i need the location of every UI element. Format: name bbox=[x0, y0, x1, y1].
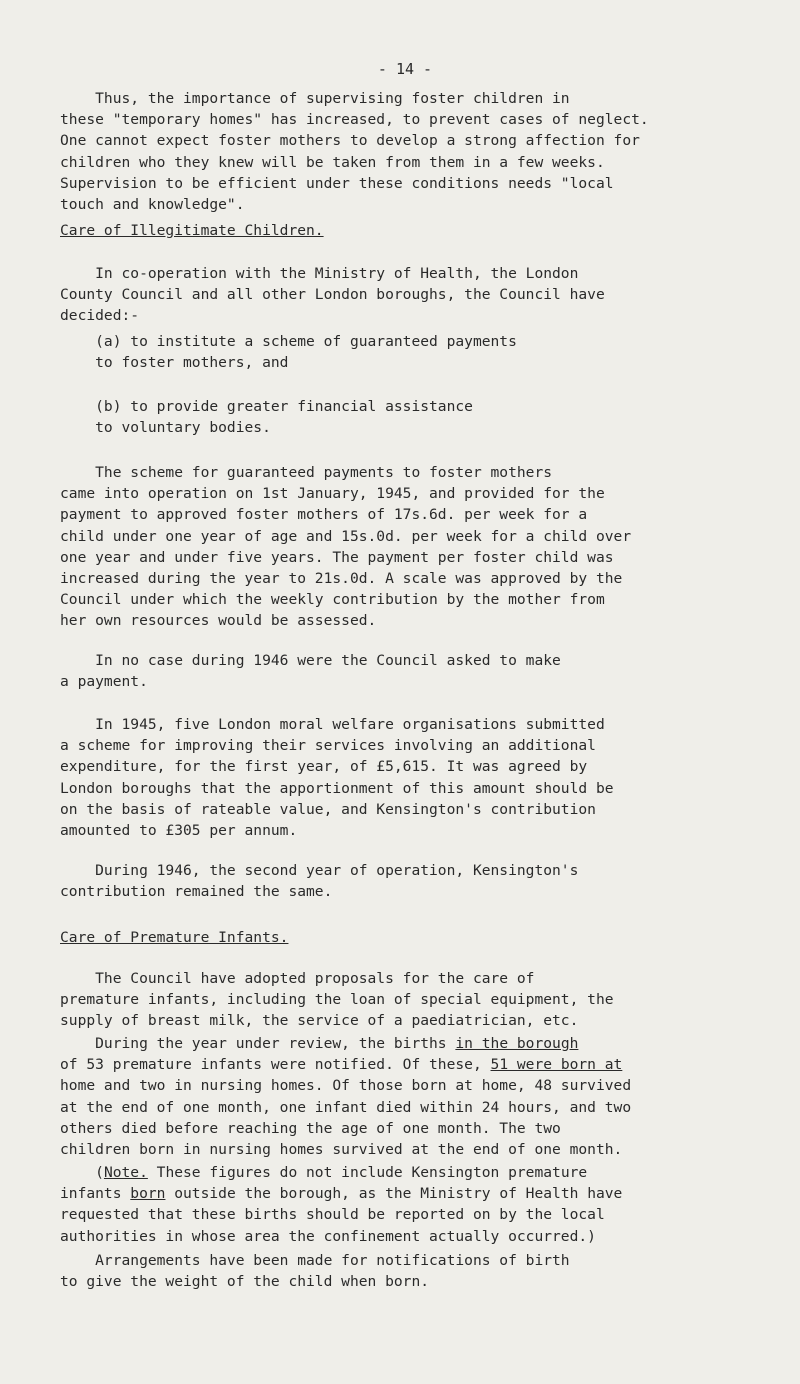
paragraph-birth-weight: Arrangements have been made for notifications of birth to give the weight of the child when born. bbox=[60, 1252, 570, 1291]
paragraph-council-proposals: The Council have adopted proposals for the care of premature infants, including the loan of special equipment, the supply of breast milk, the service of a paediatrician, etc. bbox=[60, 970, 614, 1030]
paragraph-guaranteed-payments: The scheme for guaranteed payments to foster mothers came into operation on 1st January, 1945, and provided for the payment to approved foster mothers of 17s.6d. per week for a child under one year of age and 15s.0d. per week for a child over one year and under five years. The payment per foster child was increased during the year to 21s.0d. A scale was approved by the Council under which the weekly contribution by the mother from her own resources would be assessed. bbox=[60, 464, 632, 630]
page-number: - 14 - bbox=[377, 60, 433, 78]
paragraph-births-statistics: During the year under review, the births in the borough of 53 premature infants were notified. Of these, 51 were born at home and two in nursing homes. Of those born at home, 48 survived at the end of one month, one infant died within 24 hours, and two others died before reaching the age of one month. The two children born in nursing homes survived at the end of one month. bbox=[60, 1035, 632, 1159]
paragraph-welfare-organisations: In 1945, five London moral welfare organisations submitted a scheme for improving their services involving an additional expenditure, for the first year, of £5,615. It was agreed by London boroughs that the apportionment of this amount should be on the basis of rateable value, and Kensington's contribution amounted to £305 per annum. bbox=[60, 716, 614, 840]
paragraph-second-year: During 1946, the second year of operation, Kensington's contribution remained the same. bbox=[60, 862, 579, 901]
heading-premature-infants: Care of Premature Infants. bbox=[60, 929, 289, 946]
list-item-b: (b) to provide greater financial assistance to voluntary bodies. bbox=[95, 398, 473, 437]
paragraph-no-payment: In no case during 1946 were the Council asked to make a payment. bbox=[60, 652, 561, 691]
paragraph-note: (Note. These figures do not include Kensington premature infants born outside the borough, as the Ministry of Health have requested that these births should be reported on by the local authorities in whose area the confinement actually occurred.) bbox=[60, 1164, 623, 1245]
list-item-a: (a) to institute a scheme of guaranteed payments to foster mothers, and bbox=[95, 333, 517, 372]
paragraph-cooperation: In co-operation with the Ministry of Health, the London County Council and all other London boroughs, the Council have decided:- bbox=[60, 265, 605, 325]
heading-illegitimate-children: Care of Illegitimate Children. bbox=[60, 222, 324, 239]
paragraph-foster-supervision: Thus, the importance of supervising foster children in these "temporary homes" has increased, to prevent cases of neglect. One cannot expect foster mothers to develop a strong affection for children who they knew will be taken from them in a few weeks. Supervision to be efficient under these conditions needs "local touch and knowledge". bbox=[60, 90, 649, 214]
